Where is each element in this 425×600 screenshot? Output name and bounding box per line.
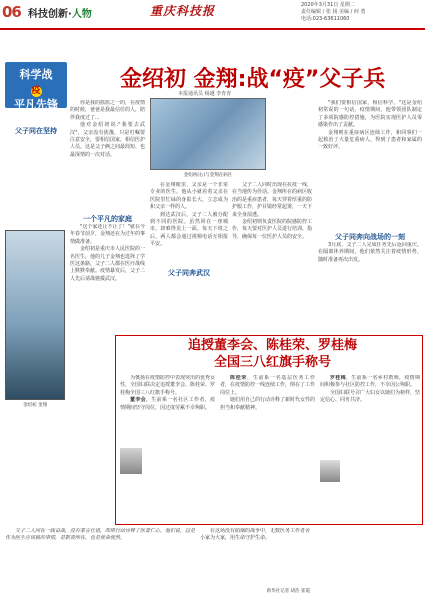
article-col3: 父子二人同时出现在抗疫一线，在当地传为佳话。金翔所在的病区收治的是重症患者，每天穿着厚重的防护服工作，护目镜经常起雾，一天下来全身湿透。 金绍初则负责医院的院感防控工作，每天要对医护人员进行培训、指导，确保每一位医护人员的安全。 bbox=[232, 182, 312, 240]
page-number: 06 bbox=[2, 3, 21, 21]
kicker-mark: 疫 bbox=[31, 86, 41, 96]
person-photo-1 bbox=[120, 448, 142, 474]
story2-headline-1: 追授董李会、陈桂荣、罗桂梅 bbox=[187, 338, 357, 353]
story2-col3: 罗桂梅，生前系一名乡村教师，疫情期间积极参与社区防控工作，不幸因公殉职。 全国妇联号召广大妇女以她们为榜样，坚定信心、同舟共济。 bbox=[320, 375, 420, 404]
subhead-2: 父子同奔武汉 bbox=[168, 269, 210, 277]
byline: 本报通讯员 杨越 李青青 bbox=[178, 91, 232, 97]
story2-col2: 陈桂荣，生前系一名基层医务工作者，在疫情防控一线连续工作，倒在了工作岗位上。 她们用自己的行动诠释了新时代女性的担当和奉献精神。 bbox=[220, 375, 315, 411]
newspaper-name: 重庆科技报 bbox=[150, 4, 216, 18]
header-meta bbox=[301, 2, 421, 23]
headline-post: 父子兵 bbox=[319, 67, 386, 92]
article-col1-top: 你是我的摇篮之一的，在疫情的时候，爸爸是我最信任的人，陪伴我度过了... 他对金绍初说:"我要去武汉"，父亲没有犹豫，只是叮嘱要注意安全，要相信国家，相信医护人员。这是父子俩之间最简短、也最深情的一次对话。 bbox=[70, 100, 145, 158]
bottom-mid-text: 在这场没有硝烟的战争中，无数医务工作者舍小家为大家，用生命守护生命。 bbox=[200, 528, 310, 542]
ward-photo-caption: 金绍初(右)与金翔在病区 bbox=[183, 173, 233, 178]
page-header bbox=[0, 0, 425, 32]
subhead-1: 一个平凡的家庭 bbox=[83, 215, 132, 223]
section-label: 科技创新 bbox=[28, 9, 68, 20]
subhead-4: 父子同在坚持 bbox=[15, 127, 57, 135]
story2-col1: 为褒扬在疫情防控中表现突出的优秀女性，全国妇联决定追授董李会、陈桂荣、罗桂梅全国三八红旗手称号。 董李会，生前系一名社区工作者，疫情期间坚守岗位，因过度劳累不幸殉职。 bbox=[120, 375, 215, 411]
header-editor: 责任编辑 / 张 扬 美编 / 何 勇 bbox=[301, 9, 366, 15]
subhead-3: 父子同奔向战场的一刻 bbox=[335, 233, 405, 241]
header-date: 2020年3月31日 星期二 bbox=[301, 2, 355, 8]
ward-photo bbox=[150, 98, 266, 170]
article-col4: "我们要相信国家，相信科学。"这是金绍初常说的一句话。疫情期间，他带领团队制定了多项院感防控措施，为医院实现医护人员零感染作出了贡献。 金翔则在重症病区连续工作，和同事们一起救治了大量危重病人，得到了患者和家属的一致好评。 bbox=[318, 100, 422, 151]
name-chen: 陈桂荣，生前系一名基层医务工作者，在疫情防控一线连续工作，倒在了工作岗位上。 bbox=[220, 375, 315, 396]
kicker-line2: 平凡先锋 bbox=[14, 98, 58, 111]
article-col1-body: "这个家还让不让了！"就在今年春节前夕，金翔还在为过年的事情做准备。 金绍初是重庆市人民医院的一名医生，他的儿子金翔也选择了学医这条路，父子二人都在医疗战线上默默奉献。疫情暴发后，父子二人先后请战驰援武汉。 bbox=[70, 224, 145, 282]
header-divider bbox=[0, 28, 425, 30]
person-photo-3 bbox=[320, 460, 340, 482]
article-col4-body: 3月底，父子二人完成任务先后返回重庆。在隔离休养期间，他们依然关注着疫情形势，随时准备再次出发。 bbox=[318, 242, 422, 263]
article-col2: 在金翔眼里，父亲是一个非常专业的医生，他从小就看着父亲在医院里忙碌的身影长大，立志成为和父亲一样的人。 到达武汉后，父子二人被分配到不同的医院。虽然同在一座城市，却难得见上一面。每天下班之后，两人都会通过视频电话互相报平安。 bbox=[150, 182, 228, 248]
headline-quoted: “疫” bbox=[268, 67, 320, 92]
bottom-left-text: 父子二人同在一线奋战，没有豪言壮语，却用行动诠释了医者仁心。他们说，这是作为医生应该做的事情，是职责所在，也是使命使然。 bbox=[5, 528, 195, 542]
kicker-badge bbox=[5, 62, 67, 111]
portrait-caption: 金绍初 金翔 bbox=[23, 403, 47, 408]
footer-credit: 新华社记者 胡浩 崔霞 bbox=[266, 589, 310, 594]
name-dong: 董李会，生前系一名社区工作者，疫情期间坚守岗位，因过度劳累不幸殉职。 bbox=[120, 397, 215, 411]
headline-pre: 金绍初 金翔:战 bbox=[120, 67, 269, 92]
section-title: 科技创新·人物 bbox=[28, 9, 92, 20]
section-sub-label: 人物 bbox=[71, 9, 92, 20]
header-phone: 电话:023-63611060 bbox=[301, 16, 350, 22]
story2-headline-2: 全国三八红旗手称号 bbox=[213, 355, 331, 370]
name-luo: 罗桂梅，生前系一名乡村教师，疫情期间积极参与社区防控工作，不幸因公殉职。 bbox=[320, 375, 420, 389]
kicker-line1: 科学战 疫 bbox=[19, 68, 53, 96]
portrait-photo bbox=[5, 230, 65, 400]
col1-paragraph: 你是我的摇篮之一的，在疫情的时候，爸爸是我最信任的人，陪伴我度过了... bbox=[70, 100, 145, 121]
main-headline bbox=[120, 62, 385, 93]
